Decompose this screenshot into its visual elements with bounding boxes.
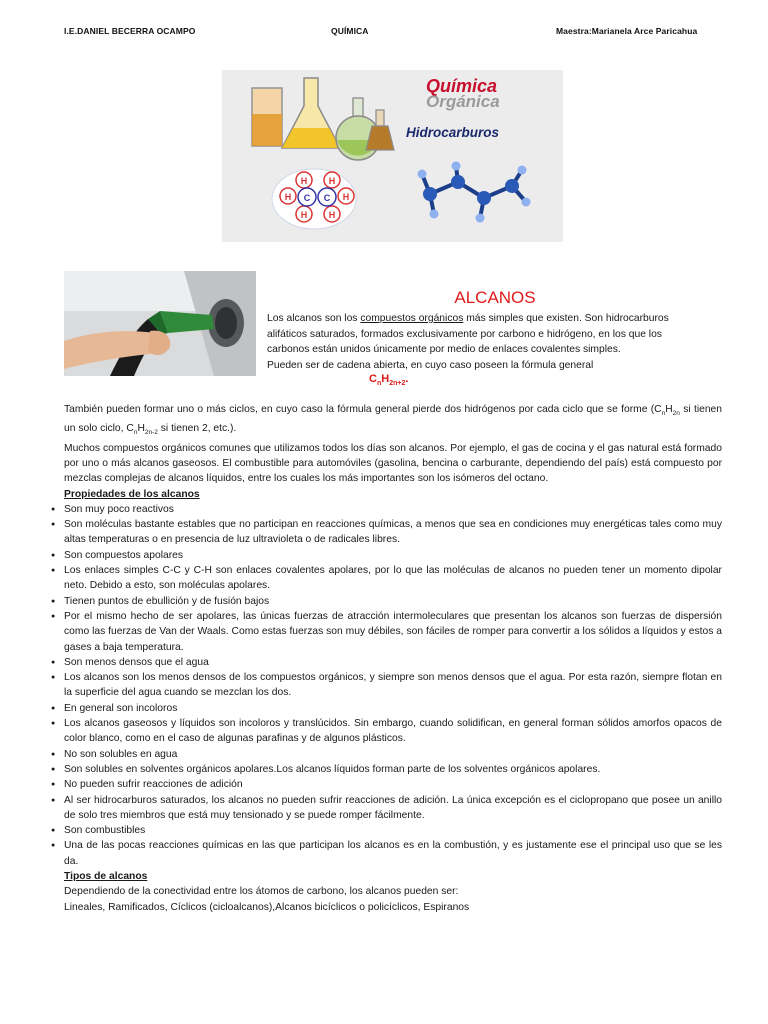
fuel-pump-photo	[64, 271, 256, 376]
types-heading: Tipos de alcanos	[64, 871, 148, 882]
banner-title-organica: Orgánica	[426, 92, 500, 111]
list-item: ● No pueden sufrir reacciones de adición	[51, 777, 722, 792]
list-item: ● Los alcanos son los menos densos de los compuestos orgánicos, y siempre son menos densos que el agua. Por esta razón, siempre flotan en la superficie del agua cuando se mezclan los dos.	[51, 670, 722, 701]
section-title: ALCANOS	[454, 288, 536, 307]
header-subject: QUÍMICA	[331, 26, 369, 36]
svg-text:H: H	[284, 192, 292, 202]
list-item: ● Son menos densos que el agua	[51, 655, 722, 670]
properties-heading: Propiedades de los alcanos	[64, 488, 200, 500]
list-item: ● En general son incoloros	[51, 701, 722, 716]
header-teacher: Maestra:Marianela Arce Paricahua	[556, 26, 698, 36]
paragraph-common-uses: Muchos compuestos orgánicos comunes que utilizamos todos los días son alcanos. Por ejemplo, el gas de cocina y el gas natural está formado por uno o más alcanos gaseosos. El combustible para automóviles (gasolina, bencina o carburante, dependiendo del país) está compuesto por mezclas complejas de alcanos líquidos, entre los cuales los más importantes son los isómeros del octano.	[64, 442, 722, 485]
paragraph-cycles: También pueden formar uno o más ciclos, en cuyo caso la fórmula general pierde dos hidrógenos por cada ciclo que se forme ($C_nH_{2n}$ si tienen un solo ciclo, $C_nH_{2n-2}$ si tienen 2, etc.).	[64, 404, 723, 437]
list-item: ● Los alcanos gaseosos y líquidos son incoloros y translúcidos. Sin embargo, cuando solidifican, en general forman sólidos amorfos opacos de color blanco, como en el caso de algunas parafinas y de algunos plásticos.	[51, 716, 722, 747]
svg-text:C: C	[323, 193, 331, 203]
svg-text:H: H	[342, 192, 350, 202]
banner-title-hidrocarburos: Hidrocarburos	[406, 125, 500, 140]
ethane-lewis-diagram	[272, 169, 356, 229]
list-item: ● Al ser hidrocarburos saturados, los alcanos no pueden sufrir reacciones de adición. La única excepción es el ciclopropano que posee un anillo de solo tres miembros que está muy tensionado y se puede romper fácilmente.	[51, 793, 722, 824]
general-formula: $C_nH_{2n+2}$.	[369, 373, 409, 388]
list-item: ● Una de las pocas reacciones químicas en las que participan los alcanos es en la combustión, y es justamente ese el principal uso que se les da.	[51, 838, 722, 869]
svg-text:H: H	[328, 176, 336, 186]
banner-title-quimica: Química	[426, 76, 498, 96]
svg-text:H: H	[300, 210, 308, 220]
list-item: ● Tienen puntos de ebullición y de fusión bajos	[51, 594, 722, 609]
body-text	[64, 402, 722, 915]
properties-list	[64, 502, 722, 869]
intro-text-3: Pueden ser de cadena abierta, en cuyo caso poseen la fórmula general	[267, 359, 594, 371]
list-item: ● Son combustibles	[51, 823, 722, 838]
organic-compounds-link[interactable]: compuestos orgánicos	[360, 313, 464, 324]
banner-image	[222, 70, 563, 242]
intro-paragraph	[267, 311, 707, 373]
header-school: I.E.DANIEL BECERRA OCAMPO	[64, 26, 196, 36]
types-list: Lineales, Ramificados, Cíclicos (cicloalcanos),Alcanos bicíclicos o policíclicos, Espiranos	[64, 901, 470, 913]
intro-text-1: Los alcanos son los	[267, 313, 361, 324]
types-intro: Dependiendo de la conectividad entre los átomos de carbono, los alcanos pueden ser:	[64, 886, 459, 898]
svg-text:H: H	[328, 210, 336, 220]
svg-text:H: H	[300, 176, 308, 186]
svg-text:C: C	[303, 193, 311, 203]
list-item: ● Son solubles en solventes orgánicos apolares.Los alcanos líquidos forman parte de los solventes orgánicos apolares.	[51, 762, 722, 777]
list-item: ● Son muy poco reactivos	[51, 502, 722, 517]
list-item: ● Los enlaces simples C-C y C-H son enlaces covalentes apolares, por lo que las moléculas de alcanos no pueden tener un momento dipolar neto. Debido a esto, son moléculas apolares.	[51, 563, 722, 594]
list-item: ● Son moléculas bastante estables que no participan en reacciones químicas, a menos que sea en condiciones muy energéticas tales como muy altas temperaturas o en presencia de luz ultravioleta o de radicales libres.	[51, 517, 722, 548]
intro-text-2: más simples que existen. Son hidrocarburos alifáticos saturados, formados exclusivamente por carbono e hidrógeno, en los que los carbonos están unidos únicamente por medio de enlaces covalentes simples.	[267, 313, 669, 355]
list-item: ● No son solubles en agua	[51, 747, 722, 762]
lab-glassware-illustration	[222, 70, 563, 242]
list-item: ● Por el mismo hecho de ser apolares, las únicas fuerzas de atracción intermoleculares que presentan los alcanos son fuerzas de dispersión como las fuerzas de Van der Waals. Como estas fuerzas son muy débiles, son fáciles de romper para convertir a los sólidos a líquidos y estos a gases a baja temperatura.	[51, 609, 722, 655]
list-item: ● Son compuestos apolares	[51, 548, 722, 563]
